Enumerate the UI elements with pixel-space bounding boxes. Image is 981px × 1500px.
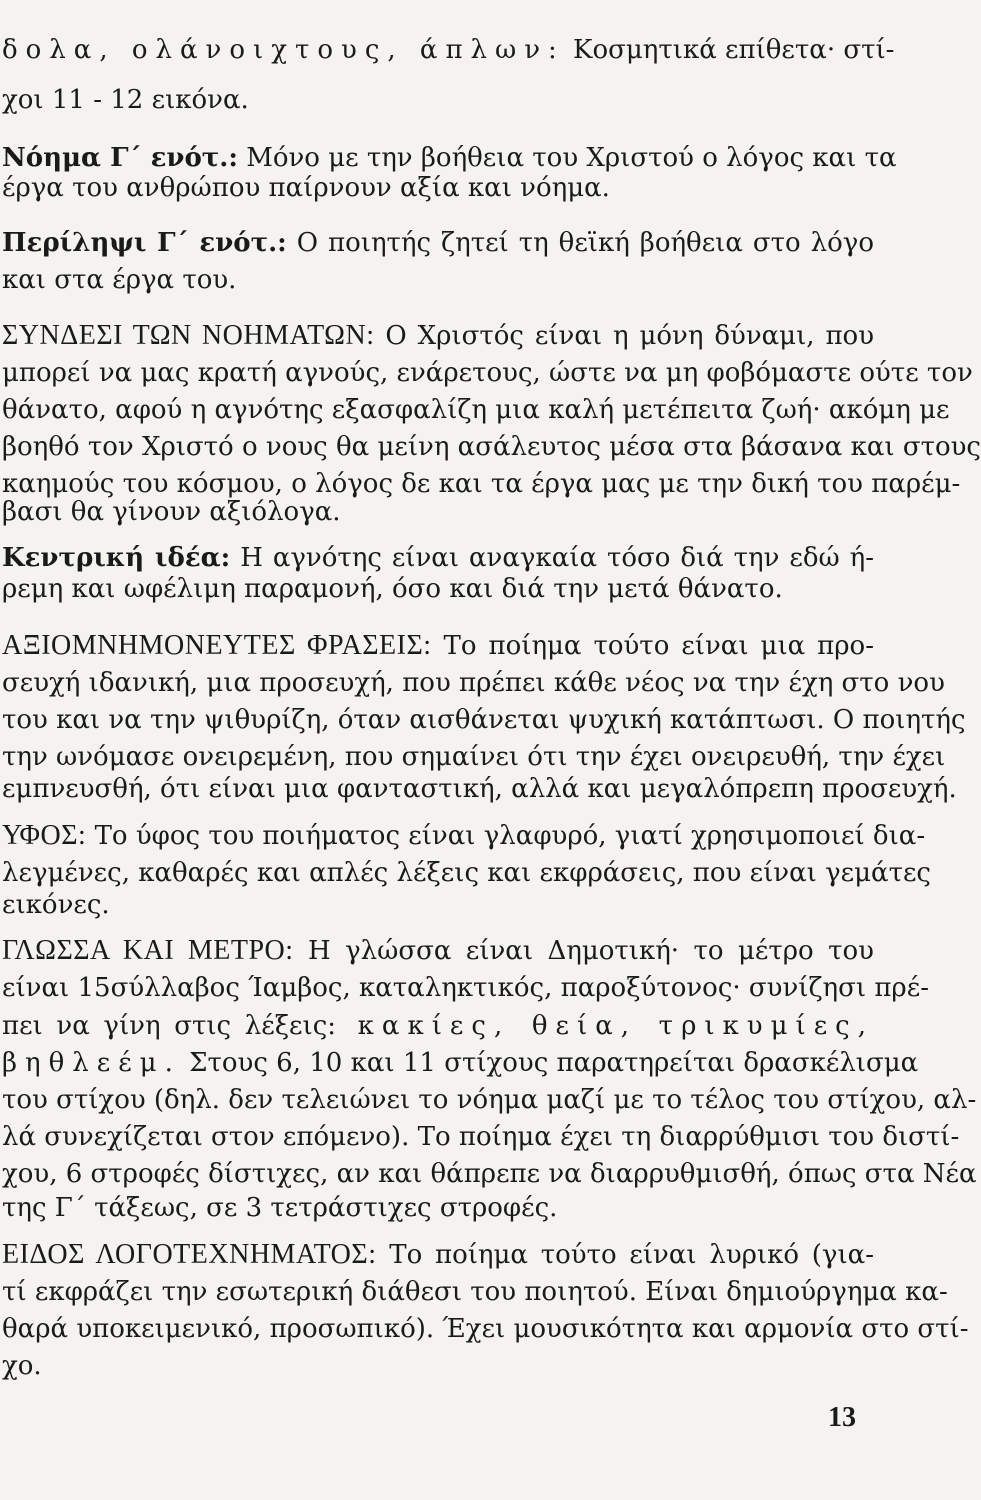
text-line: [2, 933, 874, 969]
text-line: λεγμένες, καθαρές και απλές λέξεις και εκφράσεις, που είναι γεμάτες: [2, 858, 931, 888]
text-run: Ο ποιητής ζητεί τη θεϊκή βοήθεια στο λόγο: [286, 228, 874, 258]
text-line: [2, 225, 874, 261]
section-heading: ΣΥΝΔΕΣΙ ΤΩΝ ΝΟΗΜΑΤΩΝ:: [2, 320, 375, 351]
section-heading: ΓΛΩΣΣΑ ΚΑΙ ΜΕΤΡΟ:: [2, 935, 294, 966]
text-line: του και να την ψιθυρίζη, όταν αισθάνεται ψυχική κατάπτωσι. Ο ποιητής: [2, 705, 966, 735]
spaced-words: δολα, ολάνοιχτους, άπλων:: [2, 35, 565, 65]
text-run: Το ποίημα τούτο είναι λυρικό (για-: [376, 1240, 874, 1270]
text-line: χοι 11 - 12 εικόνα.: [2, 85, 249, 115]
text-line: [2, 628, 874, 664]
text-line: βασι θα γίνουν αξιόλογα.: [2, 497, 341, 527]
section-heading: ΥΦΟΣ:: [2, 820, 87, 851]
text-line: και στα έργα του.: [2, 265, 237, 295]
text-line: θάνατο, αφού η αγνότης εξασφαλίζη μια καλή μετέπειτα ζωή· ακόμη με: [2, 395, 950, 425]
section-heading: ΑΞΙΟΜΝΗΜΟΝΕΥΤΕΣ ΦΡΑΣΕΙΣ:: [2, 630, 432, 661]
text-line: [2, 1237, 874, 1273]
text-line: εμπνευσθή, ότι είναι μια φανταστική, αλλά και μεγαλόπρεπη προσευχή.: [2, 774, 957, 804]
section-label: Περίληψι Γ΄ ενότ.:: [2, 228, 287, 258]
text-line: μπορεί να μας κρατή αγνούς, ενάρετους, ώστε να μη φοβόμαστε ούτε τον: [2, 358, 973, 388]
text-line: βοηθό τον Χριστό ο νους θα μείνη ασάλευτος μέσα στα βάσανα και στους: [2, 432, 981, 462]
text-line: έργα του ανθρώπου παίρνουν αξία και νόημα.: [2, 173, 610, 203]
text-line: την ωνόμασε ονειρεμένη, που σημαίνει ότι την έχει ονειρευθή, την έχει: [2, 742, 946, 772]
text-run: Η γλώσσα είναι Δημοτική· το μέτρο του: [293, 936, 874, 966]
text-run: Μόνο με την βοήθεια του Χριστού ο λόγος και τα: [237, 143, 897, 173]
text-run: Κοσμητικά επίθετα· στί-: [564, 35, 895, 65]
text-run: Ο Χριστός είναι η μόνη δύναμι, που: [374, 321, 874, 351]
text-line: θαρά υποκειμενικό, προσωπικό). Έχει μουσικότητα και αρμονία στο στί-: [2, 1314, 969, 1344]
text-line: [2, 32, 895, 68]
section-label: Νόημα Γ΄ ενότ.:: [2, 143, 238, 173]
text-line: χου, 6 στροφές δίστιχες, αν και θάπρεπε να διαρρυθμισθή, όπως στα Νέα: [2, 1159, 977, 1189]
text-line: είναι 15σύλλαβος Ίαμβος, καταληκτικός, παροξύτονος· συνίζησι πρέ-: [2, 973, 929, 1003]
text-run: Το ύφος του ποιήματος είναι γλαφυρό, γιατί χρησιμοποιεί δια-: [86, 821, 926, 851]
text-run: πει να γίνη στις λέξεις:: [2, 1011, 337, 1041]
section-heading: ΕΙΔΟΣ ΛΟΓΟΤΕΧΝΗΜΑΤΟΣ:: [2, 1239, 377, 1270]
text-line: λά συνεχίζεται στον επόμενο). Το ποίημα έχει τη διαρρύθμισι του διστί-: [2, 1122, 960, 1152]
text-line: τί εκφράζει την εσωτερική διάθεσι του ποιητού. Είναι δημιούργημα κα-: [2, 1277, 948, 1307]
spaced-words: βηθλεέμ.: [2, 1048, 181, 1078]
text-run: Η αγνότης είναι αναγκαία τόσο διά την εδώ ή-: [230, 543, 874, 573]
text-run: Στους 6, 10 και 11 στίχους παρατηρείται δρασκέλισμα: [180, 1048, 919, 1078]
text-line: της Γ΄ τάξεως, σε 3 τετράστιχες στροφές.: [2, 1193, 558, 1223]
text-line: [2, 1008, 874, 1044]
text-line: σευχή ιδανική, μια προσευχή, που πρέπει κάθε νέος να την έχη στο νου: [2, 668, 945, 698]
spaced-words: κακίες, θεία, τρικυμίες,: [336, 1011, 874, 1041]
text-line: χο.: [2, 1351, 42, 1381]
text-line: [2, 1045, 919, 1081]
page-number: 13: [828, 1402, 856, 1433]
text-line: καημούς του κόσμου, ο λόγος δε και τα έργα μας με την δική του παρέμ-: [2, 469, 961, 499]
section-label: Κεντρική ιδέα:: [2, 543, 231, 573]
text-run: Το ποίημα τούτο είναι μια προ-: [431, 631, 874, 661]
text-line: ρεμη και ωφέλιμη παραμονή, όσο και διά την μετά θάνατο.: [2, 574, 783, 604]
text-line: του στίχου (δηλ. δεν τελειώνει το νόημα μαζί με το τέλος του στίχου, αλ-: [2, 1085, 977, 1115]
text-line: εικόνες.: [2, 890, 110, 920]
text-line: [2, 318, 874, 354]
text-line: [2, 818, 926, 854]
